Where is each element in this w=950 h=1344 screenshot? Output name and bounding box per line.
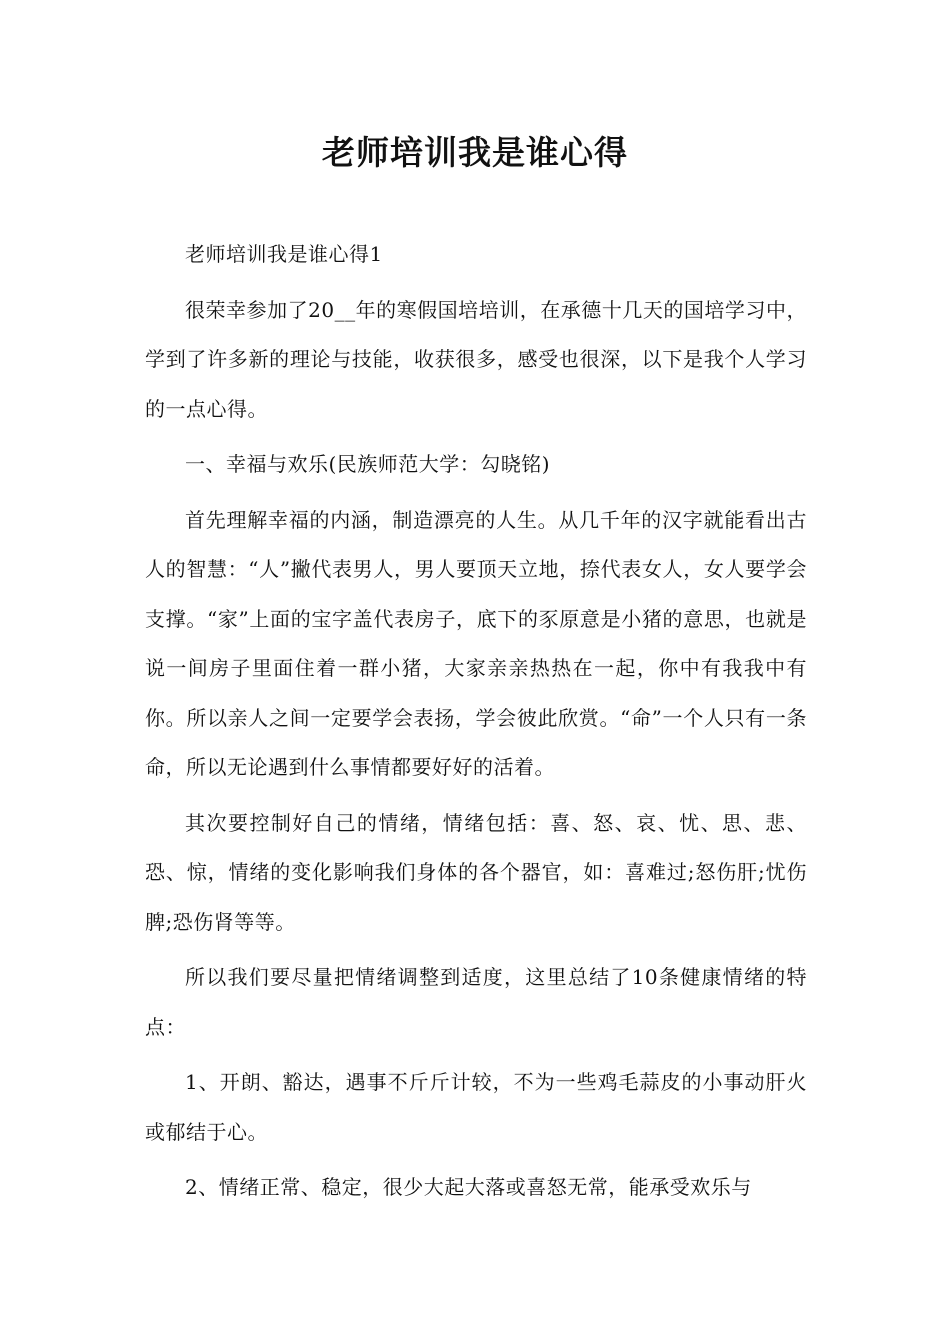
document-title: 老师培训我是谁心得: [322, 133, 628, 172]
section-heading: 老师培训我是谁心得1: [185, 242, 383, 266]
paragraph-emotions: 其次要控制好自己的情绪，情绪包括：喜、怒、哀、忧、思、悲、恐、惊，情绪的变化影响我们身体的各个器官，如：喜难过;怒伤肝;忧伤脾;恐伤肾等等。: [145, 810, 807, 934]
section-heading-1: 一、幸福与欢乐(民族师范大学：勾晓铭): [185, 452, 551, 476]
list-item-1: 1、开朗、豁达，遇事不斤斤计较，不为一些鸡毛蒜皮的小事动肝火或郁结于心。: [145, 1070, 807, 1144]
paragraph-healthy-emotions: 所以我们要尽量把情绪调整到适度，这里总结了10条健康情绪的特点：: [145, 965, 807, 1039]
list-item-2: 2、情绪正常、稳定，很少大起大落或喜怒无常，能承受欢乐与: [185, 1175, 752, 1199]
paragraph-intro: 很荣幸参加了20__年的寒假国培培训，在承德十几天的国培学习中，学到了许多新的理论与技能，收获很多，感受也很深，以下是我个人学习的一点心得。: [145, 297, 807, 421]
paragraph-happiness: 首先理解幸福的内涵，制造漂亮的人生。从几千年的汉字就能看出古人的智慧：“人”撇代表男人，男人要顶天立地，捺代表女人，女人要学会支撑。“家”上面的宝字盖代表房子，底下的豕原意是小猪的意思，也就是说一间房子里面住着一群小猪，大家亲亲热热在一起，你中有我我中有你。所以亲人之间一定要学会表扬，学会彼此欣赏。“命”一个人只有一条命，所以无论遇到什么事情都要好好的活着。: [145, 507, 807, 779]
document-body: [145, 230, 807, 1219]
